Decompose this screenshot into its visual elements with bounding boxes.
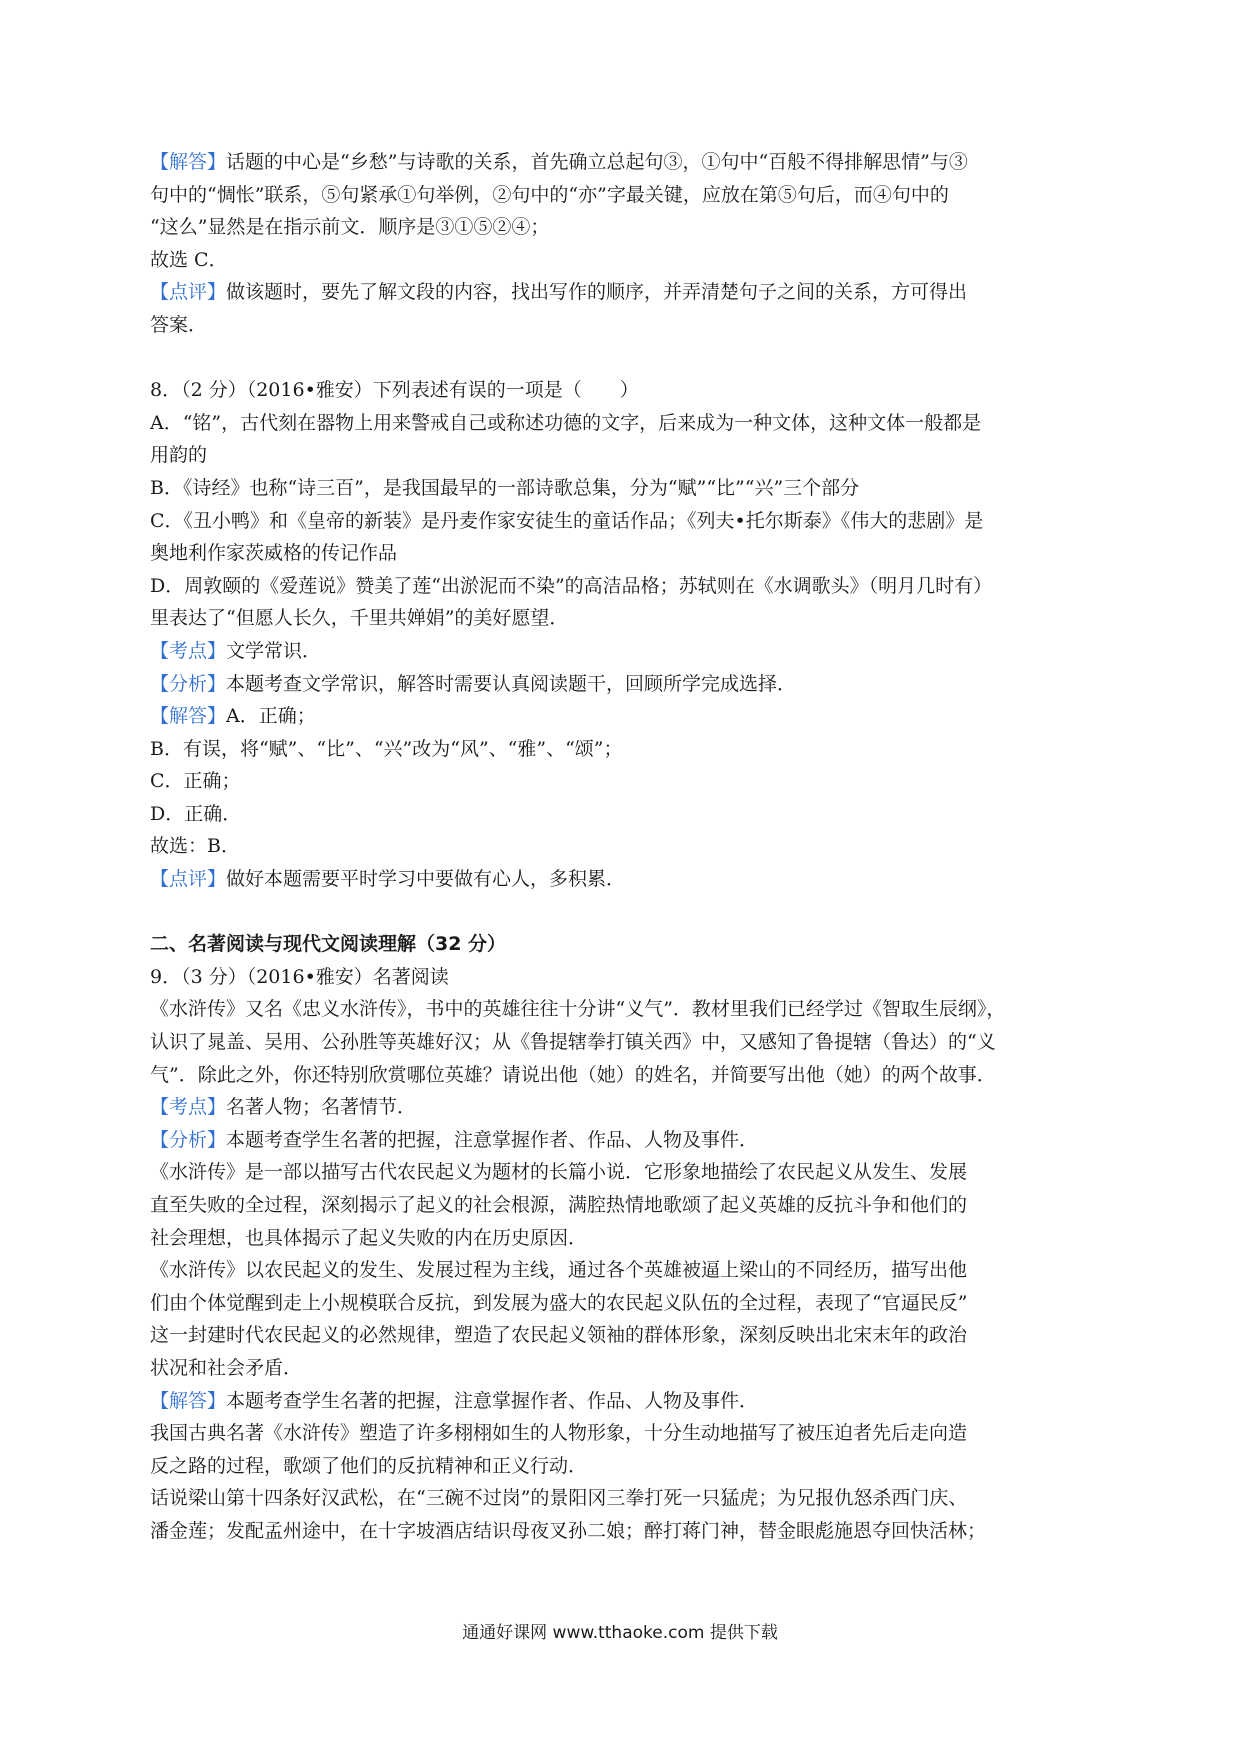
text-line (150, 505, 1100, 538)
text-line (150, 635, 1100, 668)
line-text: 答案． (150, 313, 208, 336)
text-line (150, 1319, 1100, 1352)
text-line (150, 1417, 1100, 1450)
bracket-tag: 【考点】 (150, 1096, 227, 1119)
line-text: 名著人物；名著情节． (226, 1096, 417, 1119)
line-text: D．周敦颐的《爱莲说》赞美了莲“出淤泥而不染”的高洁品格；苏轼则在《水调歌头》（明月几时有） (150, 574, 993, 597)
line-text: C．正确； (150, 770, 241, 793)
text-line (150, 668, 1100, 701)
bracket-tag: 【解答】 (150, 151, 227, 173)
text-line (150, 602, 1100, 635)
line-text: 们由个体觉醒到走上小规模联合反抗，到发展为盛大的农民起义队伍的全过程，表现了“官逼民反” (150, 1291, 968, 1314)
line-text: 认识了晁盖、吴用、公孙胜等英雄好汉；从《鲁提辖拳打镇关西》中，又感知了鲁提辖（鲁达）的“义 (150, 1031, 996, 1054)
text-line (150, 146, 1100, 179)
line-text: 用韵的 (150, 444, 208, 467)
line-text: 故选：B． (150, 835, 240, 858)
line-text: A．正确； (226, 705, 316, 728)
text-line (150, 1352, 1100, 1385)
line-text: 本题考查学生名著的把握，注意掌握作者、作品、人物及事件． (226, 1128, 759, 1151)
text-line (150, 1385, 1100, 1418)
text-line (150, 309, 1100, 342)
line-text: D．正确． (150, 802, 242, 825)
text-line (150, 1189, 1100, 1222)
text-line (150, 276, 1100, 309)
text-line (150, 537, 1100, 570)
line-text: 本题考查学生名著的把握，注意掌握作者、作品、人物及事件． (226, 1389, 759, 1412)
text-line (150, 179, 1100, 212)
text-line (150, 472, 1100, 505)
text-line (150, 1515, 1100, 1548)
line-text: 故选 C． (150, 248, 228, 271)
line-text: 潘金莲；发配孟州途中，在十字坡酒店结识母夜叉孙二娘；醉打蒋门神，替金眼彪施恩夺回快活林； (150, 1519, 987, 1542)
text-line (150, 798, 1100, 831)
line-text: 话说梁山第十四条好汉武松，在“三碗不过岗”的景阳冈三拳打死一只猛虎；为兄报仇怒杀西门庆、 (150, 1487, 968, 1510)
line-text: C．《丑小鸭》和《皇帝的新装》是丹麦作家安徒生的童话作品；《列夫•托尔斯泰》《伟大的悲剧》是 (150, 509, 984, 532)
question-8-block (150, 374, 1100, 896)
line-text: 9．（3 分）（2016•雅安）名著阅读 (150, 965, 449, 988)
line-text: 气”．除此之外，你还特别欣赏哪位英雄？请说出他（她）的姓名，并简要写出他（她）的两个故事． (150, 1063, 996, 1086)
text-line (150, 1222, 1100, 1255)
text-line (150, 244, 1100, 277)
line-text: B．《诗经》也称“诗三百”，是我国最早的一部诗歌总集，分为“赋”“比”“兴”三个部分 (150, 476, 860, 499)
line-text: 反之路的过程，歌颂了他们的反抗精神和正义行动． (150, 1454, 588, 1477)
text-line (150, 993, 1100, 1026)
line-text: 状况和社会矛盾． (150, 1356, 303, 1379)
text-line (150, 765, 1100, 798)
text-line (150, 374, 1100, 407)
text-line (150, 1026, 1100, 1059)
text-line (150, 1156, 1100, 1189)
bracket-tag: 【解答】 (150, 705, 227, 728)
text-line (150, 830, 1100, 863)
line-text: 里表达了“但愿人长久，千里共婵娟”的美好愿望． (150, 607, 569, 630)
line-text: 句中的“惆怅”联系，⑤句紧承①句举例，②句中的“亦”字最关键，应放在第⑤句后，而④句中的 (150, 183, 949, 206)
text-line (150, 1482, 1100, 1515)
spacer (150, 342, 1100, 375)
text-line (150, 439, 1100, 472)
line-text: 文学常识． (226, 639, 322, 662)
text-line (150, 1450, 1100, 1483)
bracket-tag: 【分析】 (150, 672, 227, 695)
bracket-tag: 【解答】 (150, 1389, 227, 1412)
line-text: “这么”显然是在指示前文．顺序是③①⑤②④； (150, 216, 550, 239)
text-line (150, 1059, 1100, 1092)
line-text: 8．（2 分）（2016•雅安）下列表述有误的一项是（ ） (150, 379, 639, 402)
line-text: 直至失败的全过程，深刻揭示了起义的社会根源，满腔热情地歌颂了起义英雄的反抗斗争和他们的 (150, 1194, 968, 1216)
line-text: 《水浒传》以农民起义的发生、发展过程为主线，通过各个英雄被逼上梁山的不同经历，描写出他 (150, 1259, 968, 1282)
line-text: A．“铭”，古代刻在器物上用来警戒自己或称述功德的文字，后来成为一种文体，这种文体一般都是 (150, 411, 982, 434)
text-line (150, 961, 1100, 994)
line-text: 《水浒传》是一部以描写古代农民起义为题材的长篇小说．它形象地描绘了农民起义从发生、发展 (150, 1161, 968, 1184)
text-line (150, 407, 1100, 440)
answer-block-q7 (150, 146, 1100, 342)
document-body (150, 146, 1100, 1548)
page-footer: 通通好课网 www.tthaoke.com 提供下载 (462, 1623, 778, 1643)
section-title: 二、名著阅读与现代文阅读理解（32 分） (150, 933, 507, 956)
line-text: 做好本题需要平时学习中要做有心人，多积累． (226, 868, 626, 891)
bracket-tag: 【点评】 (150, 281, 227, 304)
spacer (150, 896, 1100, 929)
line-text: 话题的中心是“乡愁”与诗歌的关系，首先确立总起句③，①句中“百般不得排解思情”与③ (226, 151, 968, 173)
line-text: 这一封建时代农民起义的必然规律，塑造了农民起义领袖的群体形象，深刻反映出北宋末年的政治 (150, 1324, 968, 1347)
line-text: B．有误，将“赋”、“比”、“兴”改为“风”、“雅”、“颂”； (150, 737, 623, 760)
text-line (150, 570, 1100, 603)
text-line (150, 1254, 1100, 1287)
text-line (150, 1124, 1100, 1157)
text-line (150, 1287, 1100, 1320)
bracket-tag: 【考点】 (150, 639, 227, 662)
line-text: 我国古典名著《水浒传》塑造了许多栩栩如生的人物形象，十分生动地描写了被压迫者先后走向造 (150, 1422, 968, 1445)
line-text: 做该题时，要先了解文段的内容，找出写作的顺序，并弄清楚句子之间的关系，方可得出 (226, 281, 968, 304)
line-text: 奥地利作家茨威格的传记作品 (150, 542, 398, 565)
text-line (150, 211, 1100, 244)
line-text: 社会理想，也具体揭示了起义失败的内在历史原因． (150, 1226, 588, 1249)
bracket-tag: 【分析】 (150, 1128, 227, 1151)
text-line (150, 700, 1100, 733)
text-line (150, 733, 1100, 766)
text-line (150, 863, 1100, 896)
line-text: 本题考查文学常识，解答时需要认真阅读题干，回顾所学完成选择． (226, 672, 797, 695)
text-line (150, 1091, 1100, 1124)
question-9-block (150, 961, 1100, 1548)
bracket-tag: 【点评】 (150, 868, 227, 891)
line-text: 《水浒传》又名《忠义水浒传》，书中的英雄往往十分讲“义气”．教材里我们已经学过《智取生辰纲》， (150, 998, 1006, 1021)
